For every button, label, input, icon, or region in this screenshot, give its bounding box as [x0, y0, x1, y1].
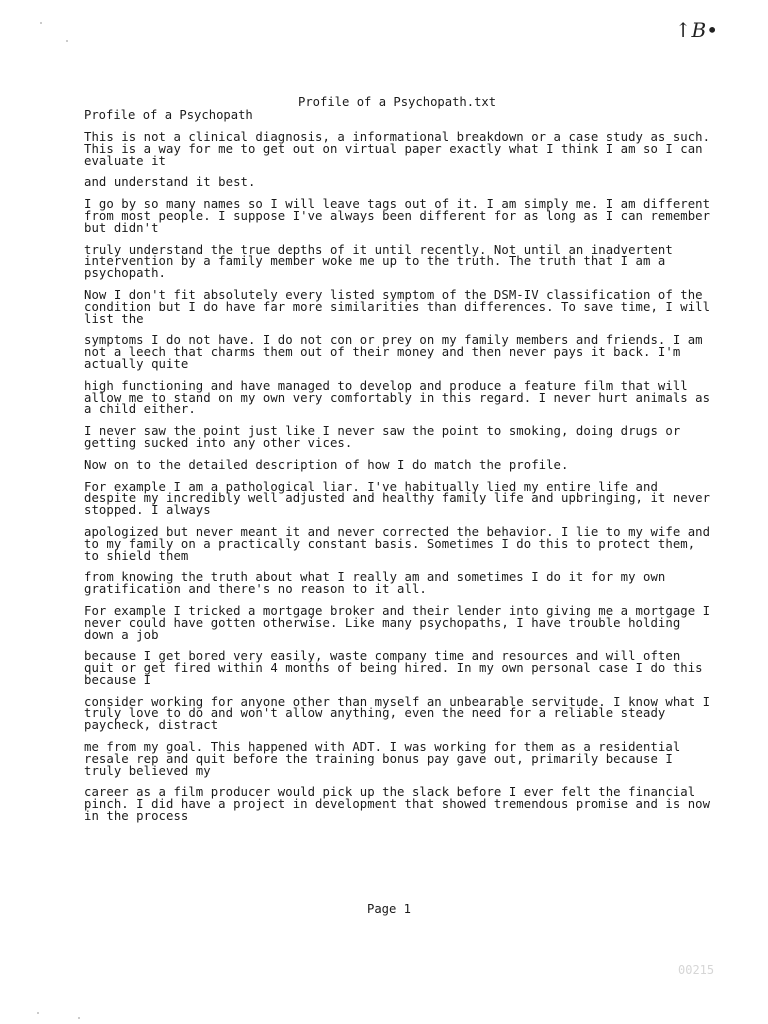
paragraph [84, 603, 724, 642]
text-line: This is not a clinical diagnosis, a informational breakdown or a case study as such. [84, 130, 711, 144]
text-line: quit or get fired within 4 months of being hired. In my own personal case I do this [84, 661, 703, 676]
text-line: getting sucked into any other vices. [84, 435, 353, 450]
text-line: intervention by a family member woke me up to the truth. The truth that I am a [84, 254, 666, 269]
handwritten-mark: ↑B• [674, 18, 718, 42]
text-line: For example I tricked a mortgage broker and their lender into giving me a mortgage I [84, 603, 711, 618]
scan-speck [66, 40, 68, 42]
text-line: a child either. [84, 402, 196, 417]
paragraph [84, 242, 724, 281]
paragraph [84, 378, 724, 417]
scan-speck [40, 22, 42, 24]
text-line: because I [84, 672, 152, 687]
paragraph [84, 132, 724, 167]
text-line: pinch. I did have a project in development that showed tremendous promise and is now [84, 797, 711, 812]
text-line: from knowing the truth about what I really am and sometimes I do it for my own [84, 570, 666, 585]
text-line: high functioning and have managed to develop and produce a feature film that will [84, 378, 688, 393]
text-line: but didn't [84, 220, 159, 235]
text-line: Now I don't fit absolutely every listed symptom of the DSM-IV classification of the [84, 287, 703, 302]
text-line: down a job [84, 627, 159, 642]
paragraph [84, 479, 724, 518]
scan-speck [78, 1017, 80, 1019]
text-line: symptoms I do not have. I do not con or prey on my family members and friends. I am [84, 333, 703, 348]
page-number: Page 1 [367, 902, 412, 916]
paragraph [84, 694, 724, 733]
text-line: truly love to do and won't allow anything, even the need for a reliable steady [84, 706, 666, 721]
text-line: to my family on a practically constant basis. Sometimes I do this to protect them, [84, 536, 696, 551]
text-line: gratification and there's no reason to it all. [84, 582, 427, 597]
text-line: in the process [84, 809, 189, 824]
paragraph [84, 199, 724, 234]
paragraph [84, 287, 724, 326]
text-line: consider working for anyone other than myself an unbearable servitude. I know what I [84, 694, 711, 709]
text-line: I never saw the point just like I never saw the point to smoking, doing drugs or [84, 424, 681, 439]
text-line: from most people. I suppose I've always been different for as long as I can remember [84, 208, 711, 223]
text-line: resale rep and quit before the training bonus pay gave out, primarily because I [84, 751, 673, 766]
text-line: career as a film producer would pick up the slack before I ever felt the financial [84, 785, 696, 800]
text-line: I go by so many names so I will leave tags out of it. I am simply me. I am different [84, 197, 711, 212]
text-line: Now on to the detailed description of how I do match the profile. [84, 457, 569, 472]
text-line: This is a way for me to get out on virtual paper exactly what I think I am so I can [84, 141, 703, 156]
text-line: apologized but never meant it and never corrected the behavior. I lie to my wife and [84, 524, 711, 539]
text-line: psychopath. [84, 266, 166, 281]
text-line: me from my goal. This happened with ADT. I was working for them as a residential [84, 740, 681, 755]
text-line: evaluate it [84, 153, 166, 168]
text-line: paycheck, distract [84, 718, 219, 733]
paragraph [84, 426, 724, 450]
document-body [84, 132, 724, 833]
text-line: never could have gotten otherwise. Like many psychopaths, I have trouble holding [84, 615, 681, 630]
text-line: to shield them [84, 548, 189, 563]
text-line: condition but I do have far more similarities than differences. To save time, I will [84, 299, 711, 314]
paragraph [84, 335, 724, 370]
file-name-header: Profile of a Psychopath.txt [298, 95, 497, 109]
paragraph [84, 572, 724, 596]
paragraph [84, 457, 724, 472]
text-line: stopped. I always [84, 503, 211, 518]
paragraph [84, 177, 724, 189]
paragraph [84, 787, 724, 822]
text-line: and understand it best. [84, 175, 256, 190]
text-line: because I get bored very easily, waste company time and resources and will often [84, 649, 681, 664]
scan-speck [37, 1012, 39, 1014]
paragraph [84, 524, 724, 563]
paragraph [84, 742, 724, 777]
document-title: Profile of a Psychopath [84, 108, 253, 122]
text-line: not a leech that charms them out of their money and then never pays it back. I'm [84, 345, 681, 360]
text-line: despite my incredibly well adjusted and healthy family life and upbringing, it never [84, 491, 711, 506]
text-line: actually quite [84, 356, 189, 371]
text-line: truly understand the true depths of it until recently. Not until an inadvertent [84, 242, 673, 257]
bates-stamp: 00215 [678, 963, 715, 977]
paragraph [84, 651, 724, 686]
text-line: For example I am a pathological liar. I've habitually lied my entire life and [84, 479, 658, 494]
text-line: list the [84, 311, 144, 326]
text-line: truly believed my [84, 763, 211, 778]
text-line: allow me to stand on my own very comfortably in this regard. I never hurt animals as [84, 390, 711, 405]
